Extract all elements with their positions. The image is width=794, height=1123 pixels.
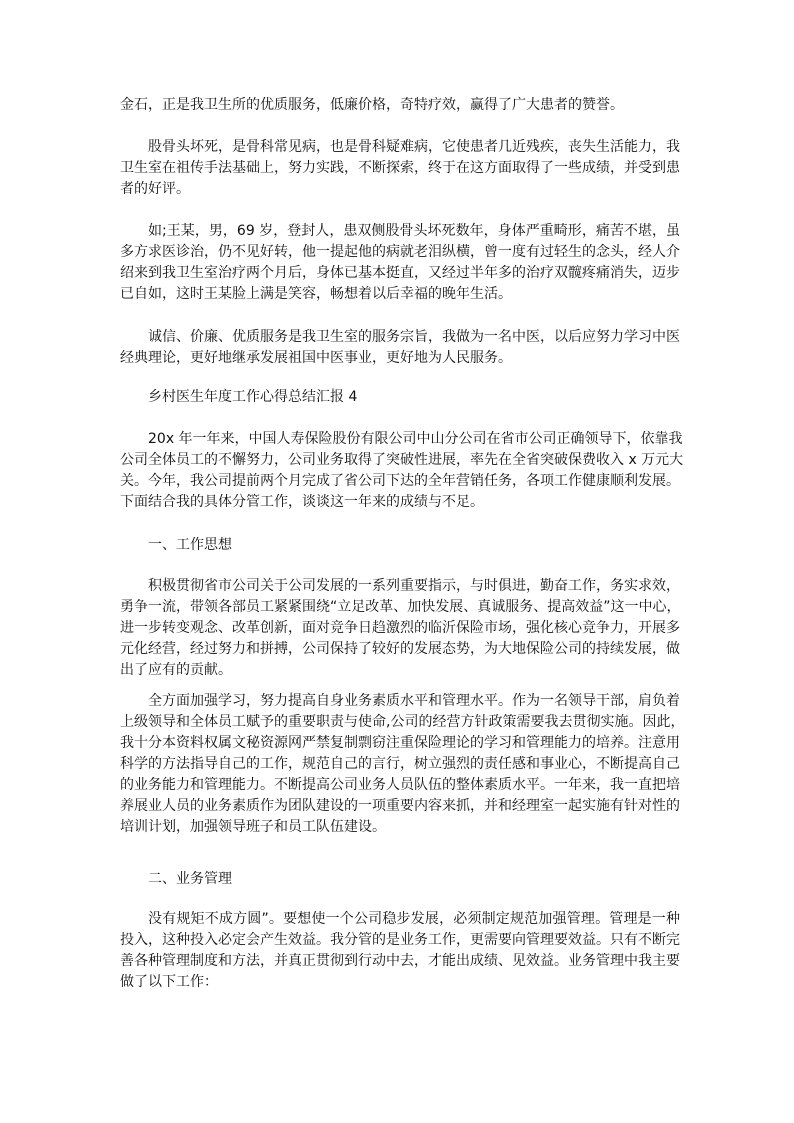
- paragraph-1: [120, 95, 680, 116]
- paragraph-9: [120, 691, 685, 838]
- paragraph-4: [120, 327, 680, 369]
- paragraph-11: [120, 909, 680, 993]
- text-line: 勇争一流，带领各部员工紧紧围绕“立足改革、加快发展、真诚服务、提高效益”这一中心，: [120, 599, 681, 615]
- paragraph-2: [120, 137, 680, 200]
- text-line: 者的好评。: [120, 181, 190, 197]
- section-heading-work-thought: [120, 535, 680, 556]
- text-line: 元化经营，经过努力和拼搏，公司保持了较好的发展态势，为大地保险公司的持续发展，做: [120, 641, 680, 657]
- text-line: 关。今年，我公司提前两个月完成了省公司下达的全年营销任务，各项工作健康顺利发展。: [120, 473, 680, 489]
- text-line: 进一步转变观念、改革创新，面对竞争日趋激烈的临沂保险市场，强化核心竞争力，开展多: [120, 620, 680, 636]
- text-line: 多方求医诊治，仍不见好转，他一提起他的病就老泪纵横，曾一度有过轻生的念头，经人介: [120, 244, 680, 260]
- text-line: 做了以下工作：: [120, 974, 218, 990]
- text-line: 绍来到我卫生室治疗两个月后，身体已基本挺直，又经过半年多的治疗双髋疼痛消失，迈步: [120, 265, 680, 281]
- paragraph-3: [120, 221, 680, 305]
- text-line: 卫生室在祖传手法基础上，努力实践，不断探索，终于在这方面取得了一些成绩，并受到患: [120, 160, 680, 176]
- text-line: 如;王某，男，69 岁，登封人，患双侧股骨头坏死数年，身体严重畸形，痛苦不堪，虽: [148, 223, 680, 239]
- text-line: 培训计划，加强领导班子和员工队伍建设。: [120, 819, 386, 835]
- text-line: 善各种管理制度和方法，并真正贯彻到行动中去，才能出成绩、见效益。业务管理中我主要: [120, 953, 680, 969]
- paragraph-6: [120, 429, 684, 513]
- heading-text: 乡村医生年度工作心得总结汇报 4: [148, 389, 358, 405]
- heading-text: 一、工作思想: [148, 537, 232, 553]
- text-line: 科学的方法指导自己的工作，规范自己的言行，树立强烈的责任感和事业心，不断提高自己: [120, 756, 680, 772]
- text-line: 股骨头坏死，是骨科常见病，也是骨科疑难病，它使患者几近残疾，丧失生活能力，我: [148, 139, 680, 155]
- text-line: 出了应有的贡献。: [120, 662, 232, 678]
- text-line: 诚信、价廉、优质服务是我卫生室的服务宗旨，我做为一名中医，以后应努力学习中医: [148, 329, 680, 345]
- text-line: 投入，这种投入必定会产生效益。我分管的是业务工作，更需要向管理要效益。只有不断完: [120, 932, 680, 948]
- paragraph-8: [120, 576, 680, 681]
- text-line: 已自如，这时王某脸上满是笑容，畅想着以后幸福的晚年生活。: [120, 286, 512, 302]
- text-line: 我十分本资料权属文秘资源网严禁复制剽窃注重保险理论的学习和管理能力的培养。注意用: [120, 735, 680, 751]
- text-line: 全方面加强学习，努力提高自身业务素质水平和管理水平。作为一名领导干部，肩负着: [148, 693, 680, 709]
- text-line: 养展业人员的业务素质作为团队建设的一项重要内容来抓，并和经理室一起实施有针对性的: [120, 798, 680, 814]
- text-line: 的业务能力和管理能力。不断提高公司业务人员队伍的整体素质水平。一年来，我一直把培: [120, 777, 680, 793]
- text-line: 公司全体员工的不懈努力，公司业务取得了突破性进展，率先在全省突破保费收入 x 万元大: [120, 452, 684, 468]
- heading-text: 二、业务管理: [148, 871, 232, 887]
- section-heading-business-management: [120, 869, 680, 890]
- text-line: 上级领导和全体员工赋予的重要职责与使命,公司的经营方针政策需要我去贯彻实施。因此，: [120, 714, 685, 730]
- text-line: 下面结合我的具体分管工作，谈谈这一年来的成绩与不足。: [120, 494, 484, 510]
- text-line: 20x 年一年来，中国人寿保险股份有限公司中山分公司在省市公司正确领导下，依靠我: [148, 431, 683, 447]
- text-line: 没有规矩不成方圆”。要想使一个公司稳步发展，必须制定规范加强管理。管理是一种: [148, 911, 680, 927]
- section-heading-report-4: [120, 387, 680, 408]
- text-line: 经典理论，更好地继承发展祖国中医事业，更好地为人民服务。: [120, 350, 512, 366]
- text-line: 金石，正是我卫生所的优质服务，低廉价格，奇特疗效，赢得了广大患者的赞誉。: [120, 97, 624, 113]
- text-line: 积极贯彻省市公司关于公司发展的一系列重要指示，与时俱进，勤奋工作，务实求效，: [148, 578, 680, 594]
